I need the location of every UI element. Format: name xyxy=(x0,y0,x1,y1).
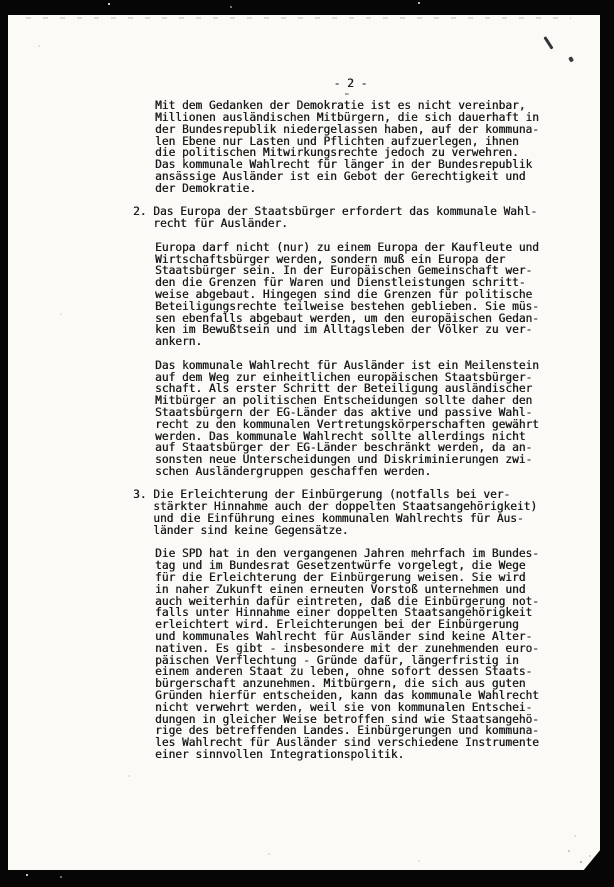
text-line: der Demokratie. xyxy=(155,181,257,195)
text-line: les Wahlrecht für Ausländer sind verschiedene Instrumente xyxy=(155,736,539,750)
text-line: len Ebene nur Lasten und Pflichten aufzuerlegen, ihnen xyxy=(155,134,519,148)
text-line: Die SPD hat in den vergangenen Jahren mehrfach im Bundes- xyxy=(155,547,539,561)
text-line: 3. Die Erleichterung der Einbürgerung (notfalls bei ver- xyxy=(133,488,511,502)
text-line: Staatsbürgern der EG-Länder das aktive und passive Wahl- xyxy=(155,405,533,419)
text-line: und die Einführung eines kommunalen Wahlrechts für Aus- xyxy=(133,512,524,526)
text-line: bürgerschaft anzunehmen. Mitbürgern, die sich aus guten xyxy=(155,677,526,691)
paragraph xyxy=(133,100,600,194)
text-line: schen Ausländergruppen geschaffen werden. xyxy=(155,464,432,478)
text-line: erleichtert wird. Erleichterungen bei der Einbürgerung xyxy=(155,618,519,632)
text-line: dungen in gleicher Weise betroffen sind wie Staatsangehö- xyxy=(155,712,539,726)
text-line: 2. Das Europa der Staatsbürger erfordert das kommunale Wahl- xyxy=(133,205,538,219)
text-line: rige des betreffenden Landes. Einbürgerungen und kommuna- xyxy=(155,724,539,738)
text-line: Mitbürger an politischen Entscheidungen sollte daher den xyxy=(155,394,533,408)
text-line: sonsten neue Unterscheidungen und Diskriminierungen zwi- xyxy=(155,453,533,467)
numbered-item xyxy=(133,489,600,536)
page-number: - 2 - xyxy=(333,77,368,90)
text-line: Millionen ausländischen Mitbürgern, die sich dauerhaft in xyxy=(155,110,539,124)
text-line: ansässige Ausländer ist ein Gebot der Gerechtigkeit und xyxy=(155,169,526,183)
numbered-item xyxy=(133,206,600,230)
paragraph xyxy=(133,360,600,478)
text-line: werden. Das kommunale Wahlrecht sollte allerdings nicht xyxy=(155,429,526,443)
text-line: in naher Zukunft einen erneuten Vorstoß unternehmen und xyxy=(155,582,526,596)
text-line: ken im Bewußtsein und im Alltagsleben der Völker zu ver- xyxy=(155,323,533,337)
text-line: Beteiligungsrechte teilweise bestehen geblieben. Sie müs- xyxy=(155,299,539,313)
text-blocks xyxy=(133,100,600,761)
text-line: stärkter Hinnahme auch der doppelten Staatsangehörigkeit) xyxy=(133,500,538,514)
text-line: päischen Verflechtung - Gründe dafür, längerfristig in xyxy=(155,653,519,667)
text-line: Wirtschaftsbürger werden, sondern muß ein Europa der xyxy=(155,252,506,266)
text-line: und kommunales Wahlrecht für Ausländer sind keine Alter- xyxy=(155,630,533,644)
text-line: der Bundesrepublik niedergelassen haben, auf der kommuna- xyxy=(155,122,539,136)
text-line: für die Erleichterung der Einbürgerung weisen. Sie wird xyxy=(155,571,526,585)
text-line: einer sinnvollen Integrationspolitik. xyxy=(155,748,405,762)
text-line: auf Staatsbürger der EG-Länder beschränkt werden, da an- xyxy=(155,441,533,455)
text-line: auf dem Weg zur einheitlichen europäischen Staatsbürger- xyxy=(155,370,533,384)
text-line: einem anderen Staat zu leben, ohne sofort dessen Staats- xyxy=(155,665,533,679)
text-line: recht für Ausländer. xyxy=(133,217,288,231)
page-corner-clip xyxy=(583,849,601,871)
text-line: die politischen Mitwirkungsrechte jedoch zu verwehren. xyxy=(155,146,519,160)
text-line: schaft. Als erster Schritt der Beteiligung ausländischer xyxy=(155,382,533,396)
text-line: nicht verwehrt werden, weil sie von kommunalen Entschei- xyxy=(155,700,533,714)
text-line: Gründen hierfür entscheiden, kann das kommunale Wahlrecht xyxy=(155,689,539,703)
text-line: Das kommunale Wahlrecht für länger in der Bundesrepublik xyxy=(155,158,533,172)
text-line: Europa darf nicht (nur) zu einem Europa der Kaufleute und xyxy=(155,240,539,254)
text-line: Staatsbürger sein. In der Europäischen Gemeinschaft wer- xyxy=(155,264,533,278)
text-line: Das kommunale Wahlrecht für Ausländer ist ein Meilenstein xyxy=(155,358,539,372)
text-line: sen ebenfalls abgebaut werden, um den europäischen Gedan- xyxy=(155,311,539,325)
page-content xyxy=(8,15,600,870)
text-line: länder sind keine Gegensätze. xyxy=(133,523,349,537)
text-line: weise abgebaut. Hingegen sind die Grenzen für politische xyxy=(155,287,533,301)
text-line: falls unter Hinnahme einer doppelten Staatsangehörigkeit xyxy=(155,606,533,620)
text-line: tag und im Bundesrat Gesetzentwürfe vorgelegt, die Wege xyxy=(155,559,526,573)
text-line: nativen. Es gibt - insbesondere mit der zunehmenden euro- xyxy=(155,641,539,655)
paragraph xyxy=(133,548,600,760)
text-line: recht zu den kommunalen Vertretungskörperschaften gewährt xyxy=(155,417,539,431)
paragraph xyxy=(133,242,600,348)
document-page xyxy=(8,15,600,870)
text-line: den die Grenzen für Waren und Dienstleistungen schritt- xyxy=(155,276,526,290)
text-line: ankern. xyxy=(155,335,203,349)
scanner-band-specks xyxy=(0,0,2,2)
text-line: auch weiterhin dafür eintreten, daß die Einbürgerung not- xyxy=(155,594,539,608)
text-line: Mit dem Gedanken der Demokratie ist es nicht vereinbar, xyxy=(155,99,526,113)
